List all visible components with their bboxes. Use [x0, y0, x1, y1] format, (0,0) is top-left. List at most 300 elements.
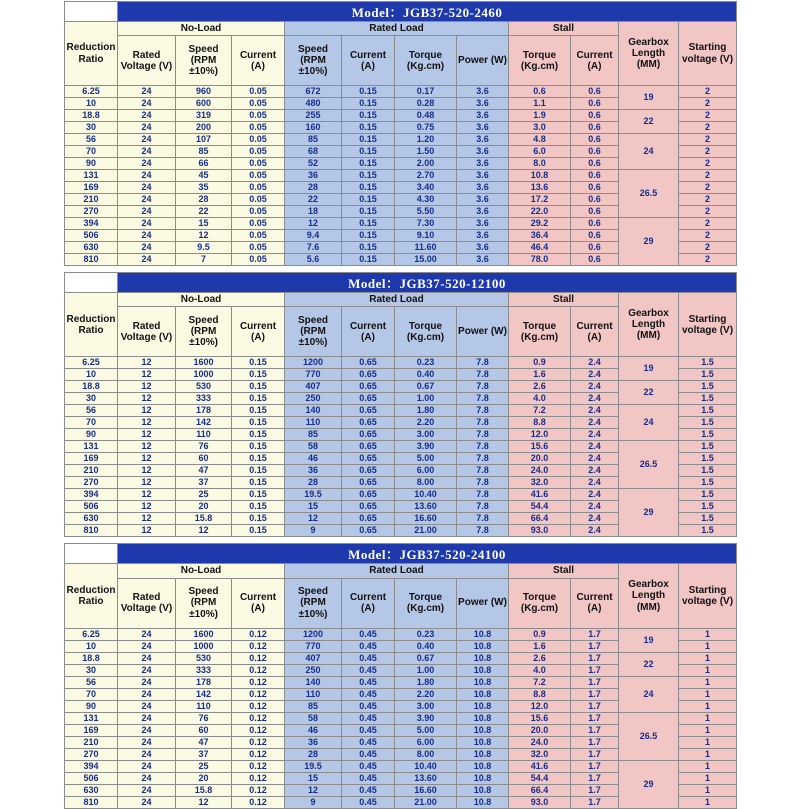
torque-stall-cell: 1.9 [509, 110, 571, 122]
torque-stall-cell: 13.6 [509, 182, 571, 194]
speed-rated-cell: 9 [285, 796, 342, 808]
reduction-ratio-cell: 810 [65, 796, 118, 808]
current-no-load-cell: 0.12 [232, 760, 285, 772]
model-title [118, 2, 737, 22]
speed-rated-cell: 672 [285, 86, 342, 98]
speed-rated-cell: 7.6 [285, 242, 342, 254]
rated-voltage-cell: 12 [118, 369, 176, 381]
current-stall-cell: 1.7 [571, 700, 619, 712]
speed-rated-cell: 12 [285, 513, 342, 525]
spec-row [65, 381, 737, 393]
starting-voltage-cell: 2 [679, 194, 737, 206]
torque-stall-cell: 12.0 [509, 429, 571, 441]
torque-stall-cell: 15.6 [509, 712, 571, 724]
group-header-row [65, 564, 737, 578]
speed-rated-cell: 36 [285, 170, 342, 182]
header-speed-no-load: Speed (RPM ±10%) [176, 36, 232, 86]
torque-rated-cell: 10.40 [395, 489, 457, 501]
current-no-load-cell: 0.12 [232, 700, 285, 712]
power-cell: 7.8 [457, 513, 509, 525]
starting-voltage-cell: 1.5 [679, 417, 737, 429]
power-cell: 7.8 [457, 489, 509, 501]
current-no-load-cell: 0.12 [232, 724, 285, 736]
reduction-ratio-cell: 90 [65, 158, 118, 170]
torque-rated-cell: 0.17 [395, 86, 457, 98]
speed-rated-cell: 18 [285, 206, 342, 218]
starting-voltage-cell: 1.5 [679, 489, 737, 501]
speed-no-load-cell: 15.8 [176, 784, 232, 796]
reduction-ratio-cell: 6.25 [65, 357, 118, 369]
gearbox-length-cell: 26.5 [619, 170, 679, 218]
power-cell: 7.8 [457, 417, 509, 429]
torque-stall-cell: 0.9 [509, 357, 571, 369]
current-no-load-cell: 0.12 [232, 796, 285, 808]
current-no-load-cell: 0.05 [232, 86, 285, 98]
rated-voltage-cell: 24 [118, 748, 176, 760]
torque-rated-cell: 16.60 [395, 513, 457, 525]
power-cell: 7.8 [457, 429, 509, 441]
title-blank-cell [65, 273, 118, 293]
reduction-ratio-cell: 506 [65, 230, 118, 242]
torque-rated-cell: 0.23 [395, 628, 457, 640]
power-cell: 7.8 [457, 357, 509, 369]
power-cell: 3.6 [457, 254, 509, 266]
rated-voltage-cell: 24 [118, 772, 176, 784]
rated-voltage-cell: 12 [118, 357, 176, 369]
current-stall-cell: 1.7 [571, 652, 619, 664]
group-header-row [65, 293, 737, 307]
rated-voltage-cell: 24 [118, 724, 176, 736]
torque-stall-cell: 2.6 [509, 652, 571, 664]
speed-no-load-cell: 12 [176, 525, 232, 537]
current-rated-cell: 0.45 [342, 628, 395, 640]
spec-table-block-1 [64, 1, 800, 266]
current-rated-cell: 0.65 [342, 429, 395, 441]
power-cell: 10.8 [457, 748, 509, 760]
torque-rated-cell: 4.30 [395, 194, 457, 206]
rated-voltage-cell: 24 [118, 146, 176, 158]
header-current-rated: Current (A) [342, 36, 395, 86]
current-rated-cell: 0.45 [342, 652, 395, 664]
header-torque-rated: Torque (Kg.cm) [395, 578, 457, 628]
current-no-load-cell: 0.15 [232, 405, 285, 417]
torque-stall-cell: 8.8 [509, 417, 571, 429]
spec-row [65, 676, 737, 688]
current-stall-cell: 0.6 [571, 242, 619, 254]
rated-voltage-cell: 12 [118, 393, 176, 405]
current-no-load-cell: 0.12 [232, 676, 285, 688]
power-cell: 3.6 [457, 110, 509, 122]
model-number: JGB37-520-2460 [402, 5, 503, 20]
torque-stall-cell: 1.6 [509, 640, 571, 652]
current-no-load-cell: 0.12 [232, 772, 285, 784]
reduction-ratio-cell: 270 [65, 748, 118, 760]
speed-rated-cell: 19.5 [285, 489, 342, 501]
current-stall-cell: 2.4 [571, 525, 619, 537]
group-rated-load: Rated Load [285, 293, 509, 307]
speed-no-load-cell: 45 [176, 170, 232, 182]
torque-rated-cell: 13.60 [395, 772, 457, 784]
title-blank-cell [65, 2, 118, 22]
header-torque-stall: Torque (Kg.cm) [509, 307, 571, 357]
current-no-load-cell: 0.15 [232, 429, 285, 441]
header-current-rated: Current (A) [342, 307, 395, 357]
reduction-ratio-cell: 18.8 [65, 652, 118, 664]
speed-no-load-cell: 178 [176, 405, 232, 417]
title-blank-cell [65, 544, 118, 564]
torque-rated-cell: 0.67 [395, 381, 457, 393]
torque-rated-cell: 1.00 [395, 664, 457, 676]
group-stall: Stall [509, 293, 619, 307]
current-stall-cell: 2.4 [571, 417, 619, 429]
torque-stall-cell: 24.0 [509, 736, 571, 748]
torque-stall-cell: 12.0 [509, 700, 571, 712]
current-no-load-cell: 0.15 [232, 525, 285, 537]
current-rated-cell: 0.15 [342, 134, 395, 146]
speed-rated-cell: 160 [285, 122, 342, 134]
speed-no-load-cell: 7 [176, 254, 232, 266]
speed-rated-cell: 46 [285, 453, 342, 465]
current-stall-cell: 0.6 [571, 134, 619, 146]
starting-voltage-cell: 1 [679, 688, 737, 700]
starting-voltage-cell: 1.5 [679, 381, 737, 393]
power-cell: 7.8 [457, 501, 509, 513]
torque-rated-cell: 16.60 [395, 784, 457, 796]
speed-rated-cell: 140 [285, 405, 342, 417]
gearbox-length-cell: 26.5 [619, 712, 679, 760]
current-no-load-cell: 0.05 [232, 182, 285, 194]
torque-stall-cell: 4.0 [509, 393, 571, 405]
speed-no-load-cell: 66 [176, 158, 232, 170]
starting-voltage-cell: 2 [679, 146, 737, 158]
reduction-ratio-cell: 18.8 [65, 381, 118, 393]
torque-stall-cell: 54.4 [509, 772, 571, 784]
speed-rated-cell: 12 [285, 218, 342, 230]
current-rated-cell: 0.45 [342, 688, 395, 700]
speed-no-load-cell: 960 [176, 86, 232, 98]
power-cell: 7.8 [457, 369, 509, 381]
torque-rated-cell: 7.30 [395, 218, 457, 230]
speed-no-load-cell: 1000 [176, 369, 232, 381]
title-row [65, 273, 737, 293]
gearbox-length-cell: 19 [619, 86, 679, 110]
current-rated-cell: 0.65 [342, 477, 395, 489]
torque-rated-cell: 11.60 [395, 242, 457, 254]
torque-rated-cell: 2.20 [395, 417, 457, 429]
torque-rated-cell: 0.40 [395, 369, 457, 381]
power-cell: 3.6 [457, 122, 509, 134]
torque-stall-cell: 4.0 [509, 664, 571, 676]
header-torque-stall: Torque (Kg.cm) [509, 36, 571, 86]
torque-rated-cell: 3.90 [395, 441, 457, 453]
power-cell: 3.6 [457, 218, 509, 230]
torque-stall-cell: 32.0 [509, 477, 571, 489]
power-cell: 10.8 [457, 760, 509, 772]
current-rated-cell: 0.45 [342, 760, 395, 772]
reduction-ratio-cell: 56 [65, 405, 118, 417]
torque-rated-cell: 2.20 [395, 688, 457, 700]
current-stall-cell: 2.4 [571, 381, 619, 393]
current-rated-cell: 0.15 [342, 86, 395, 98]
speed-rated-cell: 28 [285, 182, 342, 194]
rated-voltage-cell: 24 [118, 158, 176, 170]
power-cell: 10.8 [457, 784, 509, 796]
speed-no-load-cell: 35 [176, 182, 232, 194]
header-current-stall: Current (A) [571, 307, 619, 357]
torque-stall-cell: 93.0 [509, 525, 571, 537]
torque-rated-cell: 21.00 [395, 796, 457, 808]
rated-voltage-cell: 24 [118, 242, 176, 254]
rated-voltage-cell: 24 [118, 170, 176, 182]
current-rated-cell: 0.65 [342, 465, 395, 477]
torque-stall-cell: 0.6 [509, 86, 571, 98]
torque-rated-cell: 8.00 [395, 477, 457, 489]
current-stall-cell: 0.6 [571, 182, 619, 194]
rated-voltage-cell: 24 [118, 676, 176, 688]
current-stall-cell: 1.7 [571, 724, 619, 736]
current-stall-cell: 2.4 [571, 441, 619, 453]
current-rated-cell: 0.65 [342, 489, 395, 501]
current-stall-cell: 0.6 [571, 230, 619, 242]
torque-rated-cell: 0.48 [395, 110, 457, 122]
torque-rated-cell: 1.20 [395, 134, 457, 146]
starting-voltage-cell: 1 [679, 712, 737, 724]
speed-rated-cell: 52 [285, 158, 342, 170]
current-rated-cell: 0.45 [342, 748, 395, 760]
reduction-ratio-cell: 506 [65, 772, 118, 784]
current-no-load-cell: 0.05 [232, 254, 285, 266]
reduction-ratio-cell: 210 [65, 194, 118, 206]
rated-voltage-cell: 24 [118, 218, 176, 230]
speed-rated-cell: 1200 [285, 628, 342, 640]
rated-voltage-cell: 12 [118, 429, 176, 441]
power-cell: 10.8 [457, 700, 509, 712]
power-cell: 3.6 [457, 182, 509, 194]
speed-no-load-cell: 530 [176, 381, 232, 393]
rated-voltage-cell: 24 [118, 784, 176, 796]
reduction-ratio-cell: 394 [65, 489, 118, 501]
current-rated-cell: 0.15 [342, 194, 395, 206]
current-rated-cell: 0.15 [342, 254, 395, 266]
current-no-load-cell: 0.15 [232, 453, 285, 465]
power-cell: 10.8 [457, 712, 509, 724]
current-stall-cell: 0.6 [571, 98, 619, 110]
current-no-load-cell: 0.05 [232, 206, 285, 218]
power-cell: 10.8 [457, 640, 509, 652]
speed-rated-cell: 28 [285, 477, 342, 489]
current-stall-cell: 1.7 [571, 664, 619, 676]
current-rated-cell: 0.65 [342, 357, 395, 369]
starting-voltage-cell: 1 [679, 664, 737, 676]
spec-row [65, 405, 737, 417]
torque-stall-cell: 8.0 [509, 158, 571, 170]
current-no-load-cell: 0.12 [232, 736, 285, 748]
header-speed-rated: Speed (RPM ±10%) [285, 36, 342, 86]
current-stall-cell: 2.4 [571, 489, 619, 501]
reduction-ratio-cell: 394 [65, 760, 118, 772]
speed-rated-cell: 46 [285, 724, 342, 736]
torque-stall-cell: 78.0 [509, 254, 571, 266]
power-cell: 7.8 [457, 525, 509, 537]
power-cell: 10.8 [457, 796, 509, 808]
header-rated-voltage: Rated Voltage (V) [118, 307, 176, 357]
spec-row [65, 441, 737, 453]
current-no-load-cell: 0.05 [232, 194, 285, 206]
starting-voltage-cell: 1.5 [679, 453, 737, 465]
current-no-load-cell: 0.05 [232, 170, 285, 182]
current-no-load-cell: 0.05 [232, 242, 285, 254]
current-stall-cell: 2.4 [571, 405, 619, 417]
torque-rated-cell: 1.80 [395, 405, 457, 417]
rated-voltage-cell: 12 [118, 525, 176, 537]
starting-voltage-cell: 1.5 [679, 441, 737, 453]
starting-voltage-cell: 1 [679, 724, 737, 736]
speed-no-load-cell: 530 [176, 652, 232, 664]
starting-voltage-cell: 1 [679, 760, 737, 772]
speed-rated-cell: 250 [285, 664, 342, 676]
current-no-load-cell: 0.12 [232, 664, 285, 676]
header-rated-voltage: Rated Voltage (V) [118, 36, 176, 86]
torque-stall-cell: 3.0 [509, 122, 571, 134]
speed-rated-cell: 22 [285, 194, 342, 206]
torque-stall-cell: 1.1 [509, 98, 571, 110]
speed-no-load-cell: 47 [176, 736, 232, 748]
speed-no-load-cell: 28 [176, 194, 232, 206]
group-no-load: No-Load [118, 564, 285, 578]
current-rated-cell: 0.15 [342, 110, 395, 122]
current-stall-cell: 2.4 [571, 357, 619, 369]
speed-rated-cell: 36 [285, 736, 342, 748]
current-stall-cell: 0.6 [571, 110, 619, 122]
starting-voltage-cell: 2 [679, 110, 737, 122]
torque-stall-cell: 24.0 [509, 465, 571, 477]
header-power: Power (W) [457, 578, 509, 628]
rated-voltage-cell: 24 [118, 760, 176, 772]
spec-row [65, 110, 737, 122]
header-starting-voltage: Starting voltage (V) [679, 22, 737, 86]
model-label: Model： [348, 547, 400, 563]
rated-voltage-cell: 24 [118, 664, 176, 676]
current-no-load-cell: 0.12 [232, 652, 285, 664]
torque-rated-cell: 1.00 [395, 393, 457, 405]
reduction-ratio-cell: 210 [65, 736, 118, 748]
speed-rated-cell: 85 [285, 134, 342, 146]
current-no-load-cell: 0.05 [232, 218, 285, 230]
current-rated-cell: 0.45 [342, 664, 395, 676]
current-rated-cell: 0.15 [342, 182, 395, 194]
speed-no-load-cell: 200 [176, 122, 232, 134]
current-no-load-cell: 0.12 [232, 784, 285, 796]
gearbox-length-cell: 22 [619, 652, 679, 676]
reduction-ratio-cell: 131 [65, 170, 118, 182]
speed-no-load-cell: 1000 [176, 640, 232, 652]
torque-stall-cell: 6.0 [509, 146, 571, 158]
speed-no-load-cell: 142 [176, 417, 232, 429]
torque-rated-cell: 0.40 [395, 640, 457, 652]
group-rated-load: Rated Load [285, 564, 509, 578]
reduction-ratio-cell: 394 [65, 218, 118, 230]
header-power: Power (W) [457, 307, 509, 357]
power-cell: 10.8 [457, 688, 509, 700]
current-rated-cell: 0.45 [342, 700, 395, 712]
torque-rated-cell: 0.28 [395, 98, 457, 110]
speed-rated-cell: 110 [285, 417, 342, 429]
power-cell: 3.6 [457, 230, 509, 242]
current-rated-cell: 0.65 [342, 513, 395, 525]
header-reduction-ratio: Reduction Ratio [65, 22, 118, 86]
header-gearbox-length: Gearbox Length (MM) [619, 22, 679, 86]
current-no-load-cell: 0.15 [232, 477, 285, 489]
rated-voltage-cell: 12 [118, 513, 176, 525]
current-stall-cell: 0.6 [571, 194, 619, 206]
power-cell: 3.6 [457, 206, 509, 218]
reduction-ratio-cell: 630 [65, 242, 118, 254]
torque-stall-cell: 46.4 [509, 242, 571, 254]
speed-no-load-cell: 319 [176, 110, 232, 122]
header-current-no-load: Current (A) [232, 578, 285, 628]
starting-voltage-cell: 2 [679, 230, 737, 242]
reduction-ratio-cell: 30 [65, 393, 118, 405]
gearbox-length-cell: 24 [619, 134, 679, 170]
header-torque-rated: Torque (Kg.cm) [395, 307, 457, 357]
header-current-stall: Current (A) [571, 578, 619, 628]
power-cell: 10.8 [457, 676, 509, 688]
rated-voltage-cell: 24 [118, 652, 176, 664]
starting-voltage-cell: 1 [679, 640, 737, 652]
speed-rated-cell: 110 [285, 688, 342, 700]
speed-rated-cell: 480 [285, 98, 342, 110]
current-rated-cell: 0.65 [342, 381, 395, 393]
rated-voltage-cell: 12 [118, 405, 176, 417]
current-no-load-cell: 0.12 [232, 712, 285, 724]
model-number: JGB37-520-24100 [399, 547, 506, 563]
reduction-ratio-cell: 30 [65, 664, 118, 676]
torque-stall-cell: 66.4 [509, 513, 571, 525]
spec-table-block-2 [64, 272, 800, 537]
reduction-ratio-cell: 169 [65, 724, 118, 736]
torque-stall-cell: 93.0 [509, 796, 571, 808]
speed-rated-cell: 58 [285, 441, 342, 453]
current-rated-cell: 0.45 [342, 784, 395, 796]
speed-rated-cell: 85 [285, 429, 342, 441]
power-cell: 10.8 [457, 736, 509, 748]
torque-rated-cell: 1.80 [395, 676, 457, 688]
current-stall-cell: 0.6 [571, 206, 619, 218]
reduction-ratio-cell: 6.25 [65, 628, 118, 640]
reduction-ratio-cell: 131 [65, 712, 118, 724]
reduction-ratio-cell: 30 [65, 122, 118, 134]
torque-rated-cell: 13.60 [395, 501, 457, 513]
spec-row [65, 712, 737, 724]
current-rated-cell: 0.45 [342, 772, 395, 784]
torque-stall-cell: 20.0 [509, 724, 571, 736]
model-label: Model： [351, 5, 403, 20]
power-cell: 10.8 [457, 724, 509, 736]
header-gearbox-length: Gearbox Length (MM) [619, 564, 679, 628]
torque-stall-cell: 41.6 [509, 760, 571, 772]
motor-spec-table [64, 272, 737, 537]
current-stall-cell: 1.7 [571, 736, 619, 748]
torque-stall-cell: 17.2 [509, 194, 571, 206]
spec-row [65, 760, 737, 772]
speed-rated-cell: 255 [285, 110, 342, 122]
torque-stall-cell: 7.2 [509, 676, 571, 688]
gearbox-length-cell: 26.5 [619, 441, 679, 489]
current-rated-cell: 0.15 [342, 242, 395, 254]
group-stall: Stall [509, 22, 619, 36]
current-stall-cell: 1.7 [571, 796, 619, 808]
current-stall-cell: 1.7 [571, 676, 619, 688]
